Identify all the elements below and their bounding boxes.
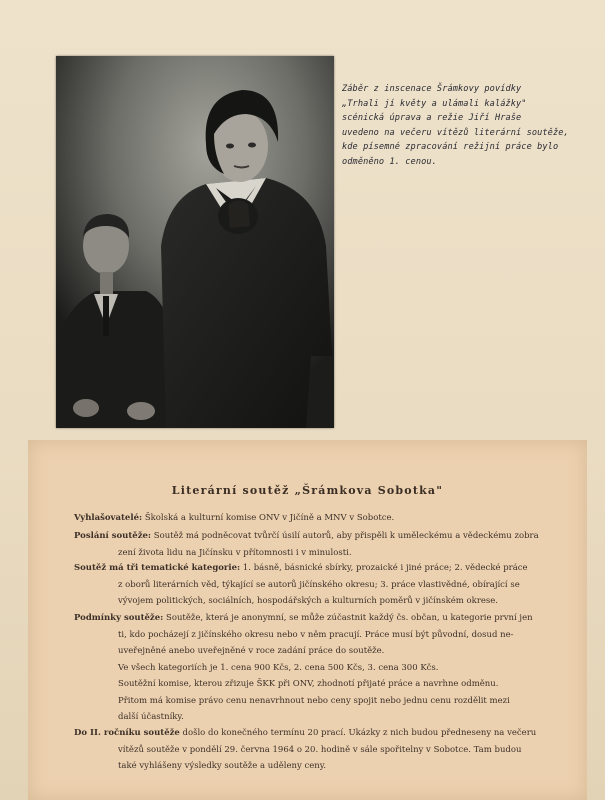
caption-line: „Trhali jí květy a ulámali kalážky" [342,98,527,109]
caption-line: uvedeno na večeru vítězů literární soutěže, [342,127,569,138]
conditions-line: Přitom má komise právo cenu nenavrhnout nebo ceny spojit nebo jednu cenu rozdělit mezi [118,695,510,706]
result-section [74,725,574,775]
conditions-line: Soutěže, která je anonymní, se může zúčastnit každý čs. občan, u kategorie první jen [166,613,533,623]
caption-line: Záběr z inscenace Šrámkovy povídky [342,84,522,94]
conditions-line: Soutěžní komise, kterou zřizuje ŠKK při ONV, zhodnotí přijaté práce a navrhne odměnu. [118,679,499,689]
mission-line: zení života lidu na Jičínsku v přítomnosti i v minulosti. [118,547,352,558]
result-line: vítězů soutěže v pondělí 29. června 1964 o 20. hodině v sále spořitelny v Sobotce. Tam budou [118,744,522,755]
categories-line: z oborů literárních věd, týkající se autorů jičínského okresu; 3. práce vlastivědné, obírající se [118,579,520,590]
conditions-section [74,610,574,726]
caption-line: scénická úprava a režie Jiří Hraše [342,113,522,123]
conditions-label: Podmínky soutěže: [74,613,164,623]
conditions-line: uveřejněné anebo uveřejněné v roce zadání práce do soutěže. [118,646,385,656]
conditions-line: další účastníky. [118,712,184,722]
flyer-title: Literární soutěž „Šrámkova Sobotka" [171,484,444,497]
result-label: Do II. ročníku soutěže [74,728,180,738]
competition-flyer [28,440,587,800]
caption-line: kde písemné zpracování režijní práce bylo [342,142,559,152]
categories-label: Soutěž má tři tematické kategorie: [74,563,241,573]
caption-line: odměněno 1. cenou. [342,156,437,167]
mission-line: Soutěž má podněcovat tvůrčí úsilí autorů, aby přispěli k uměleckému a vědeckému zobra [153,531,539,541]
conditions-line: Ve všech kategoriích je 1. cena 900 Kčs, 2. cena 500 Kčs, 3. cena 300 Kčs. [118,662,439,673]
categories-line: vývojem politických, sociálních, hospodářských a kulturních poměrů v jičínském okrese. [118,596,499,606]
result-line: došlo do konečného termínu 20 prací. Ukázky z nich budou předneseny na večeru [182,728,537,738]
photo-image [56,56,334,428]
mission-label: Poslání soutěže: [74,531,152,541]
announcer-section [74,510,574,527]
categories-section [74,560,574,610]
categories-line: 1. básně, básnické sbírky, prozaické i jiné práce; 2. vědecké práce [242,563,528,573]
handwritten-caption [342,82,572,169]
mission-section [74,528,574,561]
announcer-text: Školská a kulturní komise ONV v Jičíně a MNV v Sobotce. [144,513,395,523]
theater-photo [56,56,334,428]
result-line: také vyhlášeny výsledky soutěže a uděleny ceny. [118,761,327,771]
announcer-label: Vyhlašovatelé: [74,513,143,523]
conditions-line: ti, kdo pocházejí z jičínského okresu nebo v něm pracují. Práce musí být původní, dosud ne- [118,629,514,640]
